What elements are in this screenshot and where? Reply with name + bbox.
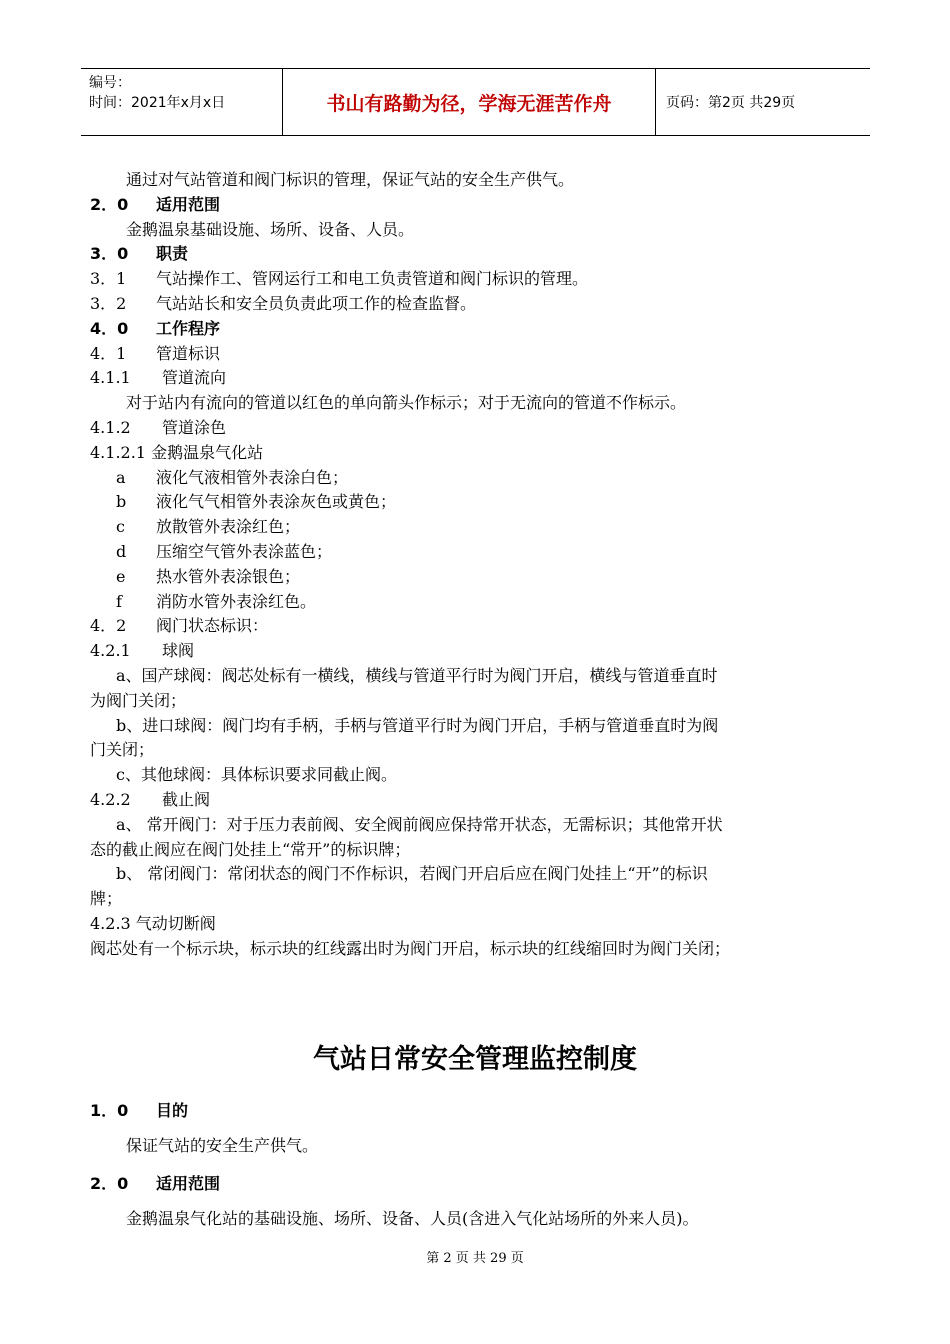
- line-number: c: [116, 517, 125, 537]
- body-line: [90, 540, 870, 565]
- body-line: [90, 267, 870, 292]
- line-text: 消防水管外表涂红色。: [156, 591, 317, 611]
- section2-heading-2: [90, 1171, 870, 1194]
- line-text: 阀芯处有一个标示块，标示块的红线露出时为阀门开启，标示块的红线缩回时为阀门关闭；: [90, 938, 731, 958]
- line-text: 放散管外表涂红色；: [156, 517, 301, 537]
- body-line: [90, 689, 870, 714]
- body-line: [90, 466, 870, 491]
- line-text: 热水管外表涂银色；: [156, 566, 301, 586]
- line-number: 4.2.1: [90, 641, 131, 661]
- line-text: 4.1.2.1 金鹅温泉气化站: [90, 442, 264, 462]
- line-text: 为阀门关闭；: [90, 690, 187, 710]
- body-line: [90, 590, 870, 615]
- line-number: b: [116, 492, 127, 512]
- line-number: d: [116, 541, 127, 561]
- header-page-number: 页码：第2页 共29页: [666, 95, 796, 111]
- body-line: [90, 664, 870, 689]
- line-text: 管道标识: [156, 343, 221, 363]
- body-line: [90, 639, 870, 664]
- body-line: [90, 862, 870, 887]
- line-text: 牌；: [90, 889, 123, 909]
- line-text: a、 常开阀门：对于压力表前阀、安全阀前阀应保持常开状态，无需标识；其他常开状: [116, 814, 723, 834]
- body-line: [90, 342, 870, 367]
- page-footer: 第 2 页 共 29 页: [426, 1251, 524, 1266]
- body-line: [90, 763, 870, 788]
- line-number: 3．0: [90, 244, 129, 264]
- line-text: a、国产球阀：阀芯处标有一横线，横线与管道平行时为阀门开启，横线与管道垂直时: [116, 665, 718, 685]
- line-text: 截止阀: [162, 789, 211, 809]
- line-number: f: [116, 591, 122, 611]
- body-line: [90, 366, 870, 391]
- body-line: [90, 515, 870, 540]
- heading-number: 1．0: [90, 1101, 129, 1120]
- page-header: [81, 68, 870, 136]
- line-text: 职责: [156, 244, 189, 264]
- body-line: [90, 614, 870, 639]
- body-line: [90, 168, 870, 193]
- line-text: 通过对气站管道和阀门标识的管理，保证气站的安全生产供气。: [126, 170, 575, 189]
- body-line: [90, 441, 870, 466]
- line-text: 工作程序: [156, 318, 221, 338]
- body-line: [90, 391, 870, 416]
- line-text: 态的截止阀应在阀门处挂上“常开”的标识牌；: [90, 839, 411, 859]
- document-body: [90, 168, 870, 962]
- line-text: 管道涂色: [162, 417, 227, 437]
- body-line: [90, 292, 870, 317]
- line-text: 气站站长和安全员负责此项工作的检查监督。: [156, 293, 477, 313]
- line-number: 3．2: [90, 293, 127, 313]
- line-number: a: [116, 467, 126, 487]
- line-text: 球阀: [162, 641, 195, 661]
- line-text: 适用范围: [156, 194, 221, 214]
- line-text: 金鹅温泉基础设施、场所、设备、人员。: [126, 219, 415, 239]
- header-motto: 书山有路勤为径，学海无涯苦作舟: [282, 69, 656, 135]
- line-number: 4．1: [90, 343, 127, 363]
- body-line: [90, 838, 870, 863]
- header-date: 时间：2021年x月x日: [89, 95, 226, 111]
- body-line: [90, 738, 870, 763]
- body-line: [90, 317, 870, 342]
- line-number: 4．2: [90, 616, 127, 636]
- body-line: [90, 218, 870, 243]
- line-number: 4．0: [90, 318, 129, 338]
- body-line: [90, 416, 870, 441]
- line-number: 4.2.2: [90, 789, 131, 809]
- body-line: [90, 714, 870, 739]
- section2-paragraph-2: 金鹅温泉气化站的基础设施、场所、设备、人员(含进入气化站场所的外来人员)。: [126, 1209, 699, 1228]
- body-line: [90, 565, 870, 590]
- heading-text: 目的: [156, 1101, 189, 1120]
- section-title: 气站日常安全管理监控制度: [313, 1044, 637, 1075]
- body-line: [90, 813, 870, 838]
- line-text: c、其他球阀：具体标识要求同截止阀。: [116, 765, 397, 785]
- line-number: 2．0: [90, 194, 129, 214]
- body-line: [90, 887, 870, 912]
- line-text: 管道流向: [162, 368, 227, 388]
- line-text: 气站操作工、管网运行工和电工负责管道和阀门标识的管理。: [156, 269, 589, 289]
- body-line: [90, 912, 870, 937]
- body-line: [90, 788, 870, 813]
- body-line: [90, 242, 870, 267]
- line-number: e: [116, 566, 126, 586]
- line-number: 4.1.1: [90, 368, 131, 388]
- section2-heading-1: [90, 1098, 870, 1121]
- line-text: 对于站内有流向的管道以红色的单向箭头作标示；对于无流向的管道不作标示。: [126, 393, 687, 413]
- line-text: b、 常闭阀门：常闭状态的阀门不作标识，若阀门开启后应在阀门处挂上“开”的标识: [116, 864, 708, 884]
- line-text: 压缩空气管外表涂蓝色；: [156, 541, 333, 561]
- body-line: [90, 490, 870, 515]
- body-line: [90, 193, 870, 218]
- heading-text: 适用范围: [156, 1174, 221, 1193]
- line-text: b、进口球阀：阀门均有手柄，手柄与管道平行时为阀门开启，手柄与管道垂直时为阀: [116, 715, 719, 735]
- line-text: 4.2.3 气动切断阀: [90, 913, 216, 933]
- line-text: 液化气液相管外表涂白色；: [156, 467, 349, 487]
- line-text: 阀门状态标识：: [156, 616, 269, 636]
- header-meta: [81, 69, 282, 135]
- line-text: 门关闭；: [90, 740, 155, 760]
- body-line: [90, 937, 870, 962]
- line-number: 3．1: [90, 269, 127, 289]
- heading-number: 2．0: [90, 1174, 129, 1193]
- line-number: 4.1.2: [90, 417, 131, 437]
- line-text: 液化气气相管外表涂灰色或黄色；: [156, 492, 397, 512]
- section2-paragraph-1: 保证气站的安全生产供气。: [126, 1136, 319, 1155]
- header-number-label: 编号：: [89, 75, 131, 91]
